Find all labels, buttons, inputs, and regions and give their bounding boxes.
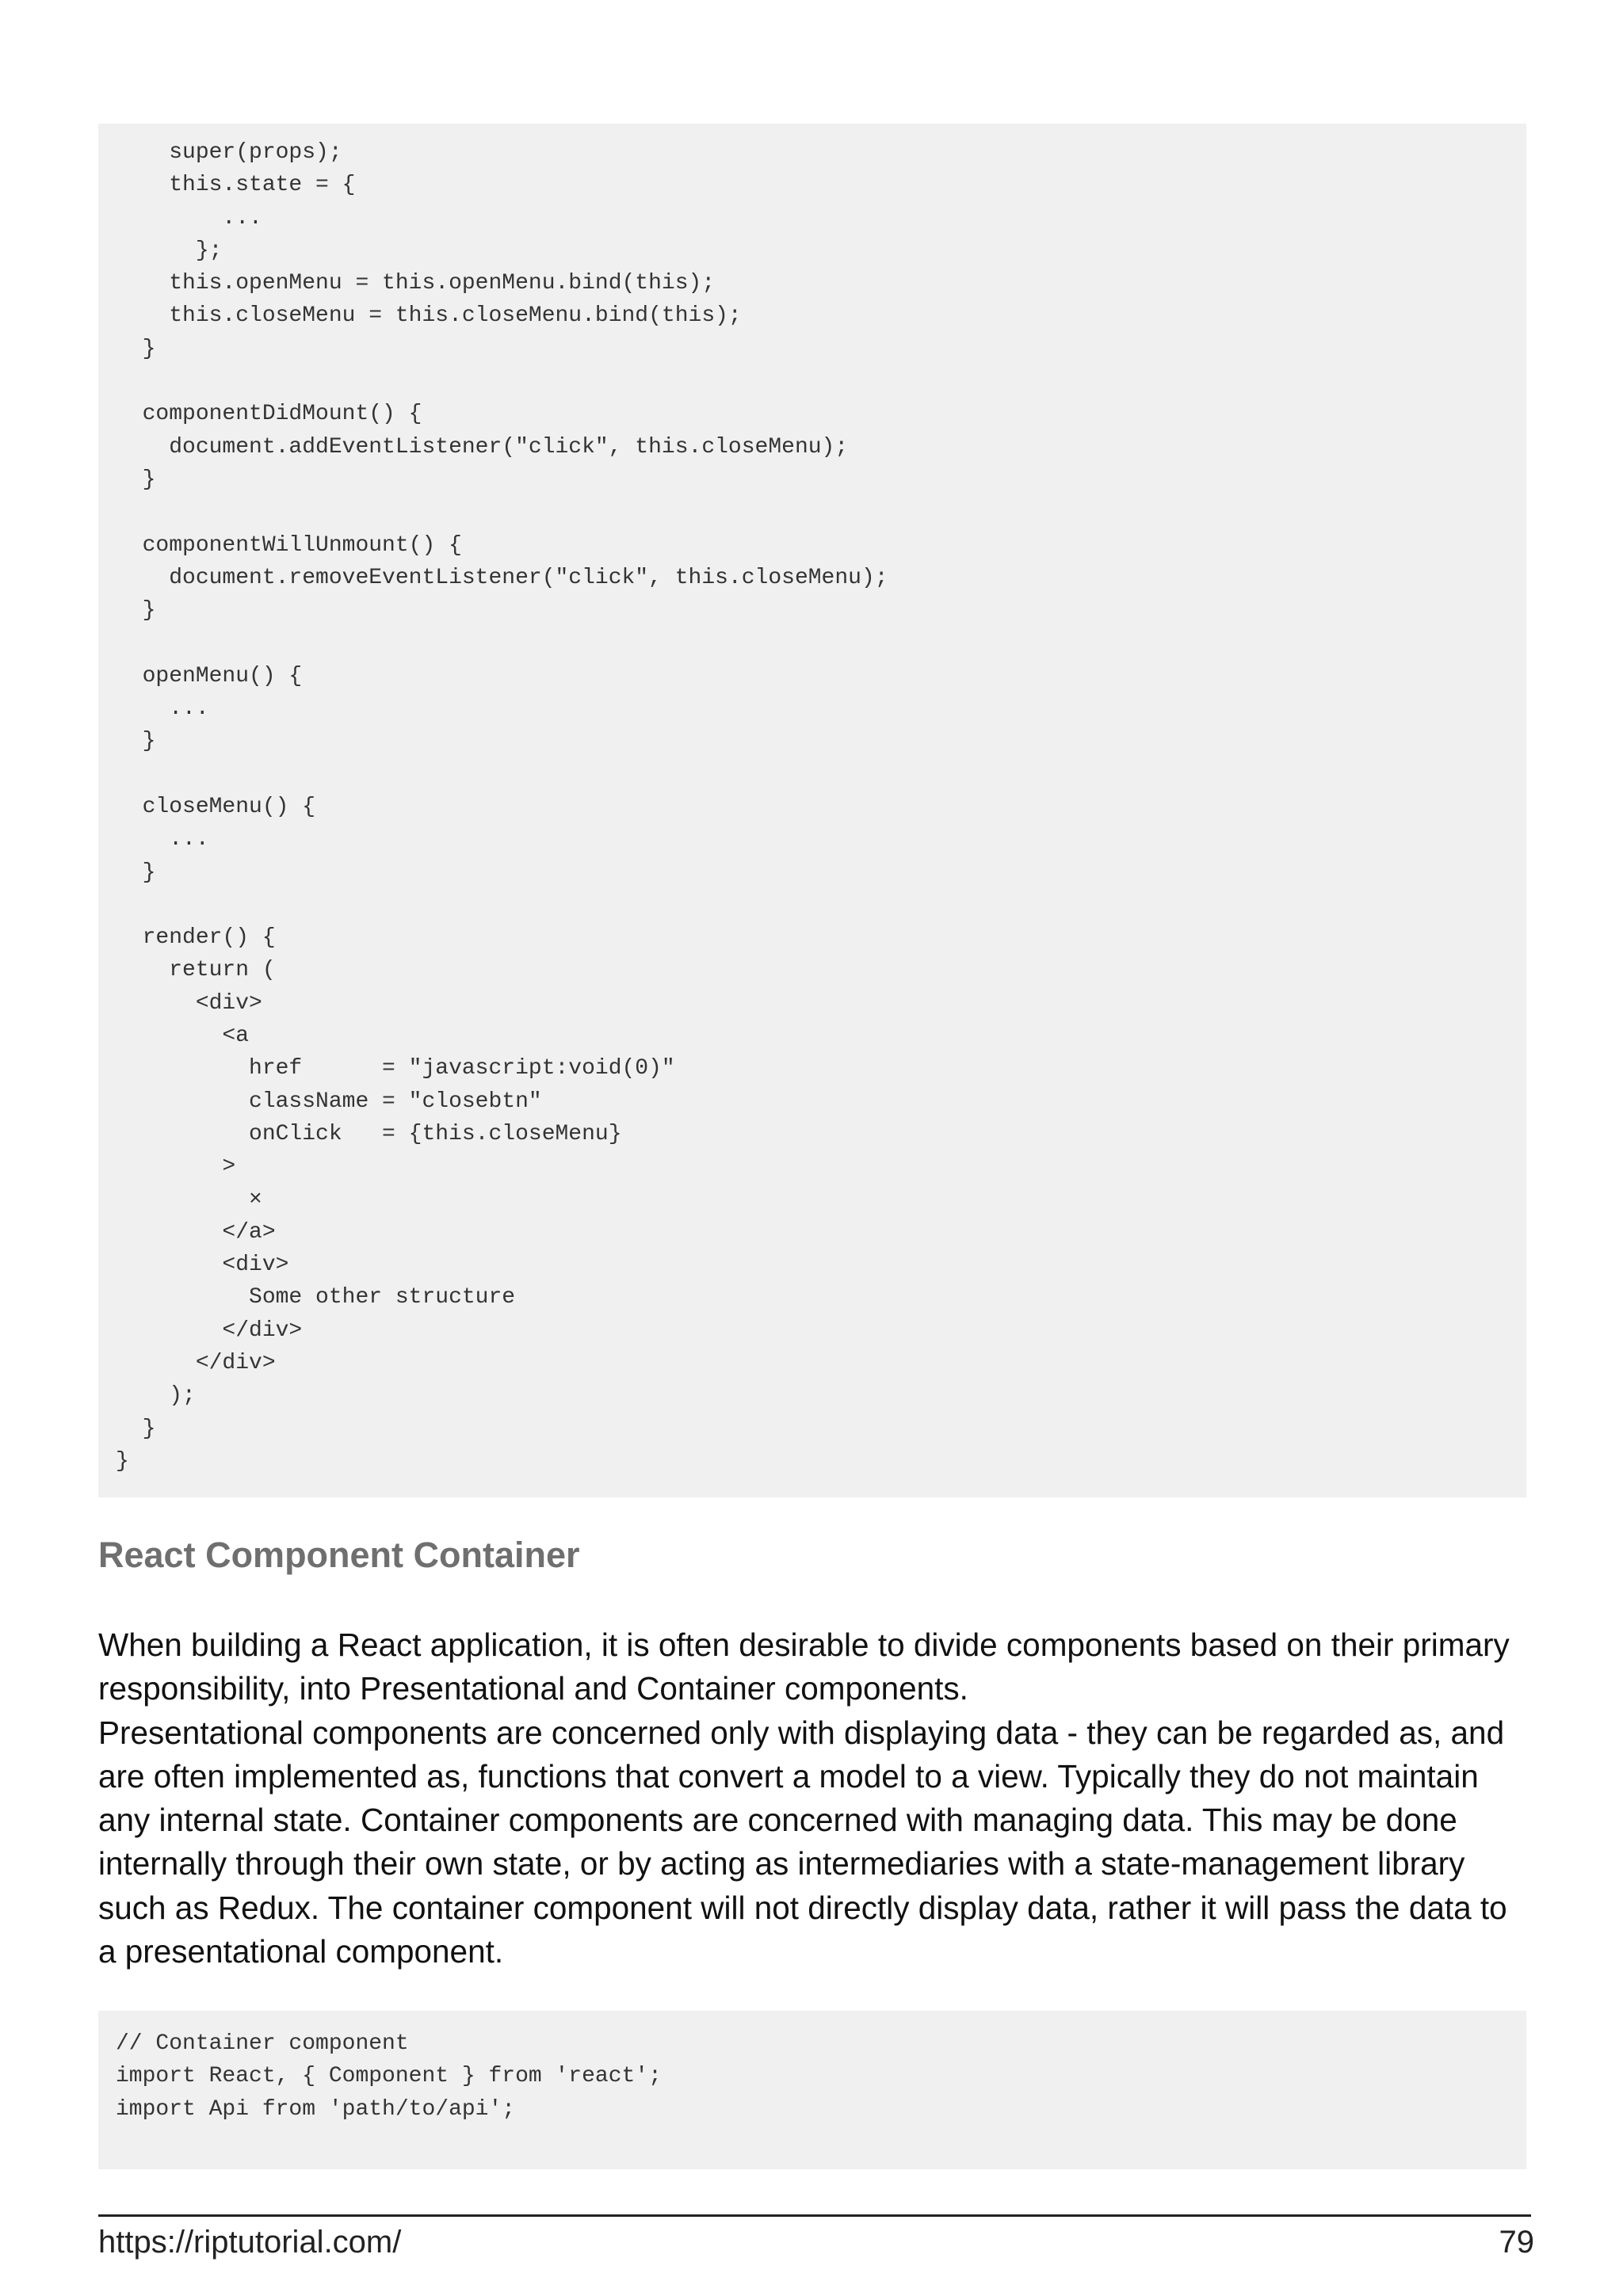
section-heading: React Component Container: [98, 1535, 580, 1575]
paragraph: Presentational components are concerned only with displaying data - they can be regarded as, and are often implemented as, functions that convert a model to a view. Typically they do not maintain any internal state. Container components are concerned with managing data. This may be done internally through their own state, or by acting as intermediaries with a state-management library such as Redux. The container component will not directly display data, rather it will pass the data to a presentational component.: [98, 1714, 1507, 1970]
code-block: [98, 2011, 1526, 2169]
footer-divider: [98, 2214, 1531, 2217]
code-text: // Container component import React, { Component } from 'react'; import Api from 'path/to/api';: [116, 2031, 662, 2122]
body-text: [98, 1623, 1526, 1974]
page-number: 79: [1499, 2225, 1534, 2260]
code-block: [98, 124, 1526, 1497]
footer-url[interactable]: https://riptutorial.com/: [98, 2225, 402, 2260]
code-text: super(props); this.state = { ... }; this.openMenu = this.openMenu.bind(this); this.closeMenu = this.closeMenu.bind(this); } componentDidMount() { document.addEventListener("click", this.closeMenu); } componentWillUnmount() { document.removeEventListener("click", this.closeMenu); } openMenu() { ... } closeMenu() { ... } render() { return ( <div> <a href = "javascript:void(0)" className = "closebtn" onClick = {this.closeMenu} > × </a> <div> Some other structure </div> </div> ); } }: [116, 140, 888, 1474]
paragraph: When building a React application, it is often desirable to divide components based on their primary responsibility, into Presentational and Container components.: [98, 1627, 1510, 1707]
